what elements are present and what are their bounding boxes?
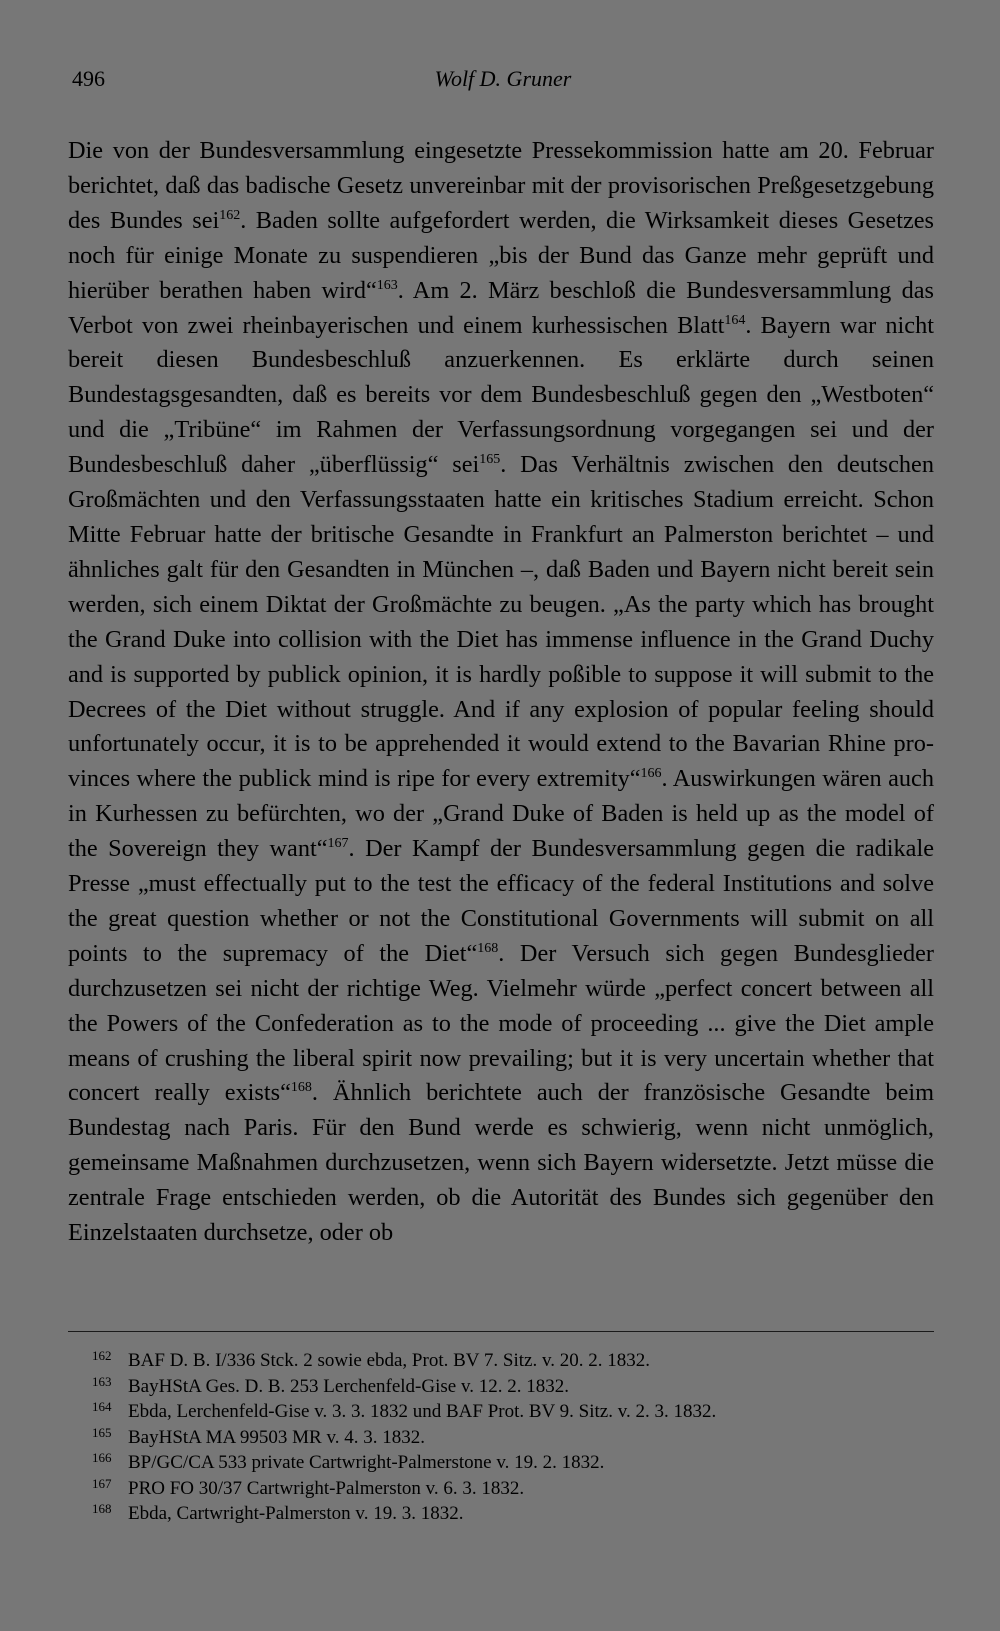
footnote-item bbox=[0, 1399, 1000, 1425]
footnote-text: Ebda, Lerchenfeld-Gise v. 3. 3. 1832 und BAF Prot. BV 9. Sitz. v. 2. 3. 1832. bbox=[128, 1401, 717, 1422]
footnote-text: PRO FO 30/37 Cartwright-Palmerston v. 6. 3. 1832. bbox=[128, 1477, 525, 1499]
footnote-item bbox=[0, 1501, 1000, 1527]
footnote-item bbox=[0, 1374, 1000, 1400]
footnote-reference[interactable]: 163 bbox=[376, 277, 398, 293]
page-number: 496 bbox=[72, 66, 105, 91]
footnote-item bbox=[0, 1476, 1000, 1502]
running-head-author: Wolf D. Gruner bbox=[434, 66, 572, 91]
footnote-number: 163 bbox=[92, 1373, 112, 1389]
body-text-segment: . Auswirkungen wären auch in Kurhessen zu befürchten, wo der „Grand Duke of Baden is held up as the model of the Sovereign they want“ bbox=[68, 765, 934, 863]
body-text-segment: Die von der Bundesversammlung eingesetzte Pressekommission hatte am 20. Februar berichtet, daß das badische Gesetz unvereinbar mit der provisorischen Preßgesetzgebung des Bundes sei bbox=[68, 137, 934, 234]
footnote-text: BP/GC/CA 533 private Cartwright-Palmerstone v. 19. 2. 1832. bbox=[128, 1452, 605, 1473]
body-text-segment: . Das Verhältnis zwischen den deutschen Großmächten und den Verfassungsstaaten hatte ein kritisches Stadium erreicht. Schon Mitte Februar hatte der britische Gesandte in Frankfurt an Palmerston berichtet – und ähnliches galt für den Gesandten in München –, daß Baden und Bayern nicht bereit sein werden, sich einem Diktat der Großmächte zu beugen. „As the party which has brought the Grand Duke into collision with the Diet has immense influence in the Grand Duchy and is supported by publick opinion, it is hardly poßible to suppose it will submit to the Decrees of the Diet without struggle. And if any explosion of popular feeling should unfortunately occur, it is to be apprehended it would extend to the Bavarian Rhine provinces where the publick mind is ripe for every extremity“ bbox=[68, 451, 934, 793]
footnote-number: 165 bbox=[92, 1424, 112, 1440]
page-header bbox=[72, 66, 934, 100]
footnote-number: 162 bbox=[92, 1348, 112, 1363]
body-text-segment: . Am 2. März beschloß die Bundesversammlung das Verbot von zwei rheinbayerischen und einem kurhessischen Blatt bbox=[68, 276, 934, 339]
footnote-reference[interactable]: 166 bbox=[640, 766, 662, 782]
footnote-reference[interactable]: 164 bbox=[724, 312, 746, 328]
footnote-number: 166 bbox=[92, 1450, 112, 1465]
footnote-item bbox=[0, 1348, 1000, 1374]
footnote-text: BAF D. B. I/336 Stck. 2 sowie ebda, Prot. BV 7. Sitz. v. 20. 2. 1832. bbox=[128, 1350, 650, 1371]
body-text-segment: . Ähnlich berichtete auch der französische Gesandte beim Bundestag nach Paris. Für den Bund werde es schwierig, wenn nicht unmöglich, gemeinsame Maßnahmen durchzusetzen, wenn sich Bayern widersetzte. Jetzt müsse die zentrale Frage entschieden werden, ob die Autorität des Bundes sich gegenüber den Einzelstaaten durchsetze, oder ob bbox=[68, 1079, 935, 1247]
footnote-text: BayHStA MA 99503 MR v. 4. 3. 1832. bbox=[128, 1426, 425, 1448]
footnote-number: 167 bbox=[92, 1475, 112, 1491]
footnote-divider bbox=[68, 1331, 934, 1332]
footnote-item bbox=[0, 1450, 1000, 1476]
footnote-list bbox=[0, 1348, 1000, 1527]
footnote-number: 168 bbox=[92, 1501, 112, 1516]
footnote-reference[interactable]: 168 bbox=[290, 1080, 312, 1096]
body-text-segment: . Baden sollte aufgefordert werden, die Wirksamkeit dieses Gesetzes noch für einige Monate zu suspendieren „bis der Bund das Ganze mehr geprüft und hierüber berathen haben wird“ bbox=[68, 206, 934, 304]
footnote-text: BayHStA Ges. D. B. 253 Lerchenfeld-Gise v. 12. 2. 1832. bbox=[128, 1375, 569, 1397]
body-paragraph bbox=[68, 134, 934, 1251]
footnote-number: 164 bbox=[92, 1399, 112, 1414]
footnote-text: Ebda, Cartwright-Palmerston v. 19. 3. 1832. bbox=[128, 1503, 464, 1524]
footnote-reference[interactable]: 167 bbox=[327, 836, 349, 852]
footnote-reference[interactable]: 162 bbox=[219, 207, 241, 223]
body-text-segment: . Der Kampf der Bundesversammlung gegen die radikale Presse „must effectually put to the test the efficacy of the federal Institutions and solve the great question whether or not the Constitutional Governments will submit on all points to the supremacy of the Diet“ bbox=[68, 835, 934, 967]
footnote-item bbox=[0, 1425, 1000, 1451]
footnote-reference[interactable]: 168 bbox=[477, 940, 499, 956]
footnote-reference[interactable]: 165 bbox=[479, 452, 501, 468]
body-text-segment: . Der Versuch sich gegen Bundesglieder durchzusetzen sei nicht der richtige Weg. Vielmehr würde „perfect concert between all the Powers of the Confederation as to the mode of proceeding ... give the Diet ample means of crushing the liberal spirit now prevailing; but it is very uncertain whether that concert really exists“ bbox=[68, 939, 934, 1107]
body-text-segment: . Bayern war nicht bereit diesen Bundesbeschluß anzuerkennen. Es erklärte durch seinen Bundestagsgesandten, daß es bereits vor dem Bundesbeschluß gegen den „Westboten“ und die „Tribüne“ im Rahmen der Verfassungsordnung vorgegangen sei und der Bundesbeschluß daher „überflüssig“ sei bbox=[68, 311, 934, 479]
